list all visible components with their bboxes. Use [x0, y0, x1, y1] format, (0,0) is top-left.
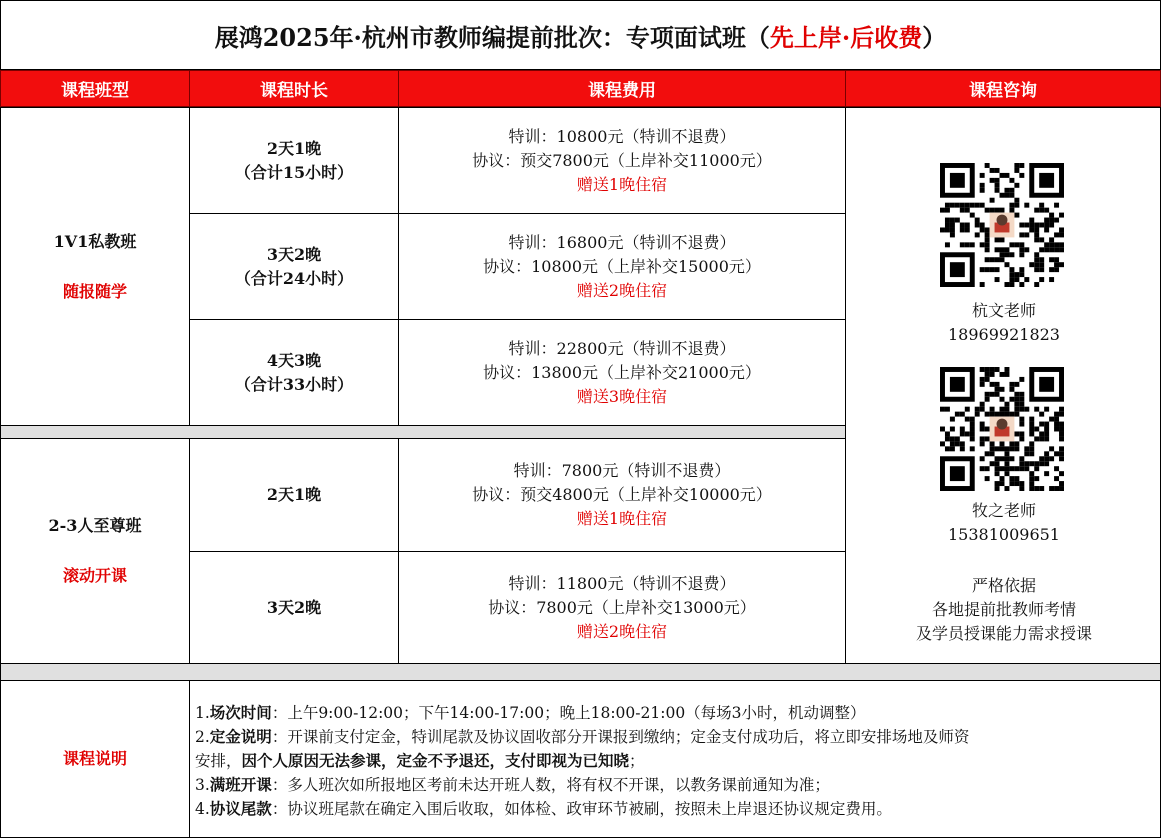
note-num: 2. — [195, 728, 210, 746]
title-end: ） — [922, 22, 947, 52]
fee-agreement: 协议：预交4800元（上岸补交10000元） — [472, 485, 772, 504]
header-consult: 课程咨询 — [845, 70, 1161, 107]
fee-training: 特训：10800元（特训不退费） — [508, 126, 736, 146]
contact-name: 牧之老师 — [971, 501, 1036, 520]
note-key: 场次时间 — [209, 703, 272, 722]
fee-agreement: 协议：10800元（上岸补交15000元） — [483, 256, 761, 276]
note-item — [195, 797, 1152, 821]
hours-text: （合计24小时） — [234, 268, 354, 288]
note-item — [195, 773, 1152, 797]
duration-text: 4天3晚 — [266, 350, 322, 370]
fee-cell — [398, 438, 846, 552]
note-text: ； — [629, 752, 645, 770]
fee-gift: 赠送3晚住宿 — [576, 386, 668, 406]
duration-cell — [189, 107, 399, 214]
consult-note-line: 各地提前批教师考情 — [931, 600, 1076, 619]
consult-note — [846, 574, 1161, 646]
class-subtitle: 随报随学 — [62, 281, 127, 301]
qr-code[interactable] — [940, 163, 1064, 291]
note-text: ：开课前支付定金，特训尾款及协议固收部分开课报到缴纳；定金支付成功后，将立即安排场地及师资 — [271, 728, 970, 746]
note-num: 3. — [195, 776, 210, 794]
note-key: 满班开课 — [209, 775, 272, 794]
consult-note-line: 及学员授课能力需求授课 — [915, 624, 1092, 643]
note-key: 协议尾款 — [209, 799, 272, 818]
note-text: ：协议班尾款在确定入围后收取，如体检、政审环节被刷，按照未上岸退还协议规定费用。 — [271, 800, 892, 818]
fee-gift: 赠送1晚住宿 — [576, 174, 668, 194]
fee-gift: 赠送1晚住宿 — [576, 509, 668, 528]
fee-gift: 赠送2晚住宿 — [576, 621, 668, 641]
contact-name: 杭文老师 — [971, 301, 1036, 320]
duration-cell — [189, 213, 399, 320]
fee-agreement: 协议：7800元（上岸补交13000元） — [488, 597, 756, 617]
row-separator — [0, 425, 846, 439]
class-name: 2-3人至尊班 — [48, 516, 142, 535]
class-group — [0, 438, 190, 664]
consult-note-line: 严格依据 — [971, 576, 1036, 595]
consult-column — [845, 107, 1161, 664]
duration-cell — [189, 438, 399, 552]
class-name: 1V1私教班 — [53, 231, 137, 251]
fee-training: 特训：11800元（特训不退费） — [508, 573, 736, 593]
fee-cell — [398, 213, 846, 320]
fee-cell — [398, 319, 846, 426]
note-num: 1. — [195, 704, 210, 722]
fee-cell — [398, 107, 846, 214]
contact-1 — [846, 299, 1161, 347]
note-item — [195, 725, 1152, 749]
title-highlight: 先上岸·后收费 — [769, 22, 923, 52]
fee-gift: 赠送2晚住宿 — [576, 280, 668, 300]
fee-training: 特训：16800元（特训不退费） — [508, 232, 736, 252]
class-1v1 — [0, 107, 190, 426]
sheet-title — [0, 0, 1161, 70]
note-text: ：上午9:00-12:00；下午14:00-17:00；晚上18:00-21:00（每场3小时，机动调整） — [271, 704, 866, 722]
note-text: ：多人班次如所报地区考前未达开班人数，将有权不开课，以教务课前通知为准； — [271, 776, 830, 794]
contact-phone: 15381009651 — [948, 525, 1060, 544]
fee-cell — [398, 551, 846, 664]
duration-text: 2天1晚 — [266, 138, 322, 158]
duration-text: 2天1晚 — [266, 485, 322, 504]
note-item-cont — [195, 749, 1152, 773]
header-fee: 课程费用 — [398, 70, 846, 107]
note-item — [195, 701, 1152, 725]
duration-cell — [189, 319, 399, 426]
contact-phone: 18969921823 — [948, 325, 1060, 344]
notes-content — [189, 680, 1161, 838]
qr-code[interactable] — [940, 367, 1064, 495]
class-subtitle: 滚动开课 — [62, 566, 127, 585]
note-bold: 因个人原因无法参课，定金不予退还，支付即视为已知晓 — [241, 751, 630, 770]
header-duration: 课程时长 — [189, 70, 399, 107]
duration-cell — [189, 551, 399, 664]
fee-training: 特训：7800元（特训不退费） — [513, 461, 731, 480]
notes-label: 课程说明 — [0, 680, 190, 838]
fee-training: 特训：22800元（特训不退费） — [508, 338, 736, 358]
row-separator — [0, 663, 1161, 681]
contact-2 — [846, 499, 1161, 547]
qr-code-image — [940, 163, 1064, 287]
header-class-type: 课程班型 — [0, 70, 190, 107]
fee-agreement: 协议：预交7800元（上岸补交11000元） — [472, 150, 772, 170]
duration-text: 3天2晚 — [266, 597, 322, 617]
note-key: 定金说明 — [209, 727, 272, 746]
qr-code-image — [940, 367, 1064, 491]
duration-text: 3天2晚 — [266, 244, 322, 264]
fee-agreement: 协议：13800元（上岸补交21000元） — [483, 362, 761, 382]
title-main: 展鸿2025年·杭州市教师编提前批次：专项面试班（ — [214, 22, 770, 52]
hours-text: （合计15小时） — [234, 162, 354, 182]
note-num: 4. — [195, 800, 210, 818]
hours-text: （合计33小时） — [234, 374, 354, 394]
note-text: 安排， — [195, 752, 242, 770]
